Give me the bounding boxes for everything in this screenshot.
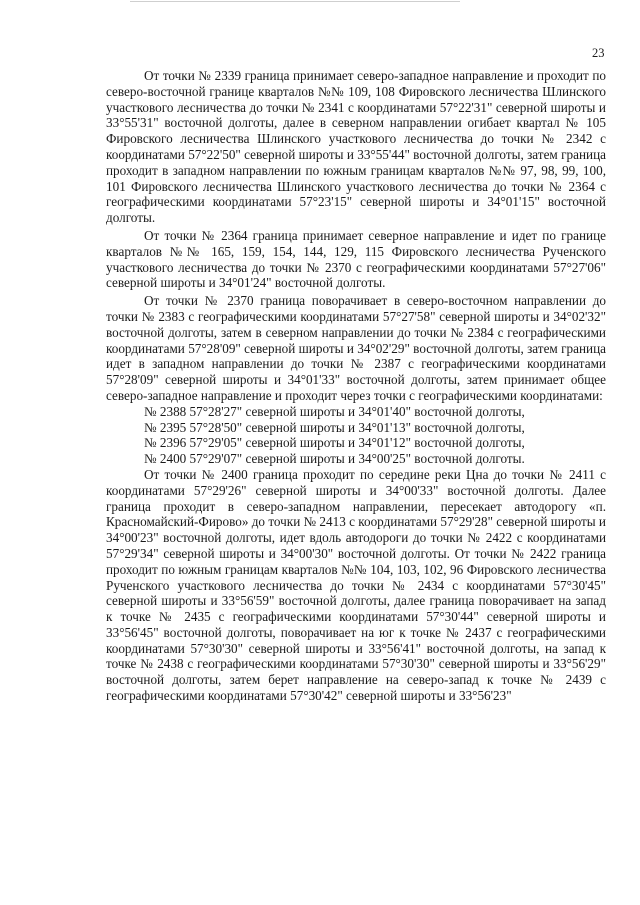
paragraph-4: От точки № 2400 граница проходит по середине реки Цна до точки № 2411 с координатами 57°29'26" северной широты и 34°00'33" восточной долготы. Далее граница проходит в северо-западном направлении, пересекает автодорогу «п. Красномайский-Фирово» до точки № 2413 с координатами 57°29'28" северной широты и 34°00'23" восточной долготы, идет вдоль автодороги до точки № 2422 с координатами 57°29'34" северной широты и 34°00'30" восточной долготы. От точки № 2422 граница проходит по южным границам кварталов №№ 104, 103, 102, 96 Фировского лесничества Рученского участкового лесничества до точки № 2434 с координатами 57°30'45" северной широты и 33°56'59" восточной долготы, далее граница поворачивает на запад к точке № 2435 с географическими координатами 57°30'44" северной широты и 33°56'45" восточной долготы, поворачивает на юг к точке № 2437 с географическими координатами 57°30'30" северной широты и 33°56'41" восточной долготы, на запад к точке № 2438 с географическими координатами 57°30'30" северной широты и 33°56'29" восточной долготы, затем берет направление на северо-запад к точке № 2439 с географическими координатами 57°30'42" северной широты и 33°56'23" — [106, 466, 606, 704]
paragraph-3: От точки № 2370 граница поворачивает в северо-восточном направлении до точки № 2383 с географическими координатами 57°27'58" северной широты и 34°02'32" восточной долготы, затем в северном направлении до точки № 2384 с географическими координатами 57°28'09" северной широты и 34°02'29" восточной долготы, затем граница идет в западном направлении до точки № 2387 с географическими координатами 57°28'09" северной широты и 34°01'33" восточной долготы, затем принимает общее северо-западное направление и проходит через точки с географическими координатами: — [106, 293, 606, 403]
paragraph-2: От точки № 2364 граница принимает северное направление и идет по границе кварталов №№ 165, 159, 154, 144, 129, 115 Фировского лесничества Рученского участкового лесничества до точки № 2370 с географическими координатами 57°27'06" северной широты и 34°01'24" восточной долготы. — [106, 227, 606, 291]
paragraph-1: От точки № 2339 граница принимает северо-западное направление и проходит по северо-восточной границе кварталов №№ 109, 108 Фировского лесничества Шлинского участкового лесничества до точки № 2341 с координатами 57°22'31" северной широты и 33°55'31" восточной долготы, далее в северном направлении огибает квартал № 105 Фировского лесничества Шлинского участкового лесничества до точки № 2342 с координатами 57°22'50" северной широты и 33°55'44" восточной долготы, затем граница проходит в западном направлении по южным границам кварталов №№ 97, 98, 99, 100, 101 Фировского лесничества Шлинского участкового лесничества до точки № 2364 с географическими координатами 57°23'15" северной широты и 34°01'15" восточной долготы. — [106, 68, 606, 226]
coordinate-point-2400: № 2400 57°29'07" северной широты и 34°00'25" восточной долготы. — [144, 451, 525, 467]
coordinate-point-2395: № 2395 57°28'50" северной широты и 34°01'13" восточной долготы, — [144, 419, 525, 435]
page-number: 23 — [592, 46, 605, 60]
scan-artifact-line — [130, 1, 460, 2]
coordinate-points-list — [106, 404, 606, 467]
coordinate-point-2388: № 2388 57°28'27" северной широты и 34°01'40" восточной долготы, — [144, 403, 525, 419]
coordinate-point-2396: № 2396 57°29'05" северной широты и 34°01'12" восточной долготы, — [144, 435, 525, 451]
document-body — [106, 68, 606, 704]
